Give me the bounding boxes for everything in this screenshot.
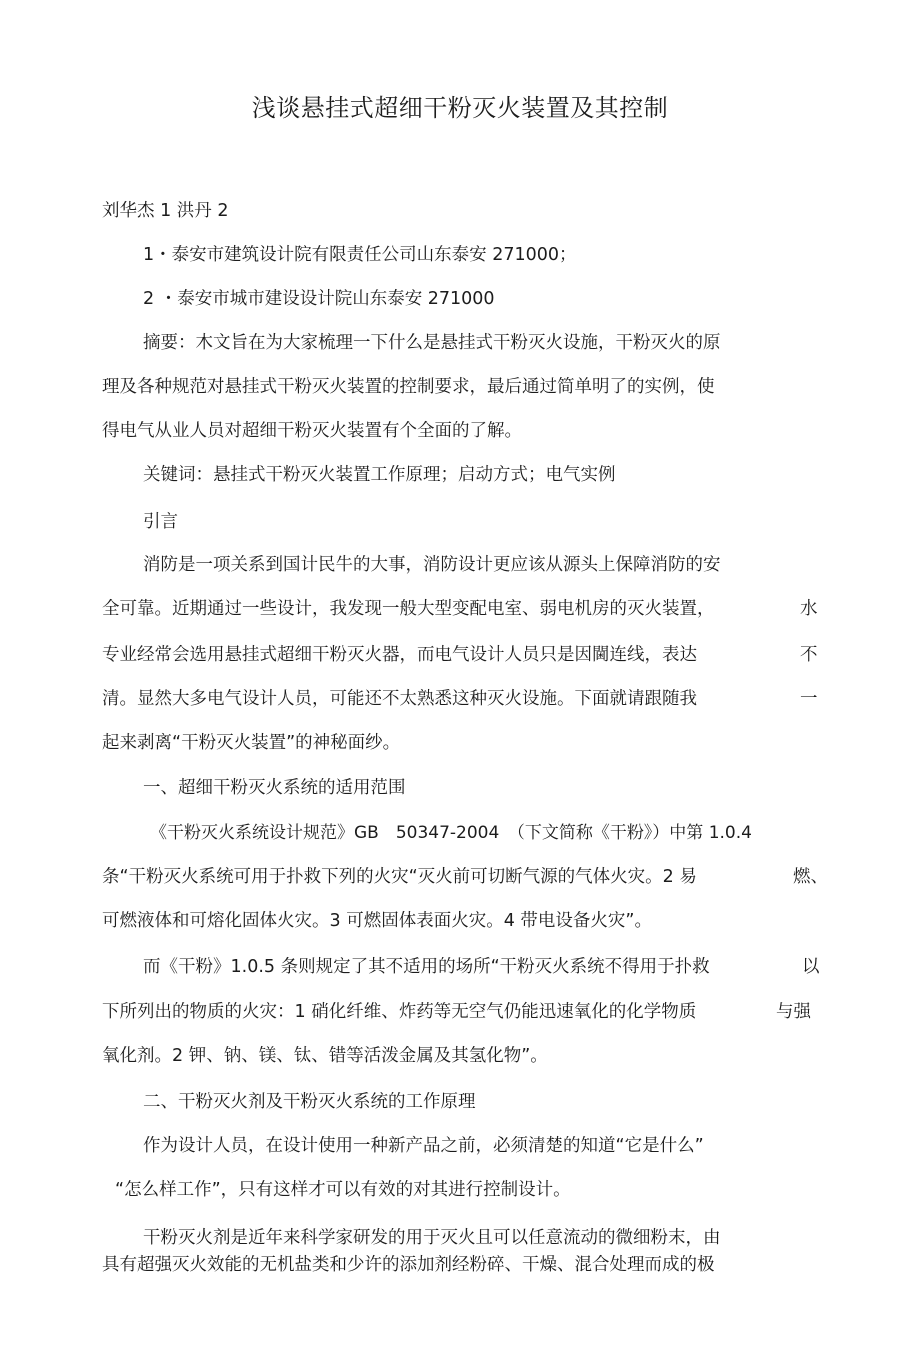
section1-line: 条“干粉灭火系统可用于扑救下列的火灾“灭火前可切断气源的气体火灾。2 易 xyxy=(102,867,697,887)
authors: 刘华杰 1 洪丹 2 xyxy=(102,201,229,221)
document-title: 浅谈悬挂式超细干粉灭火装置及其控制 xyxy=(251,94,669,122)
section2-line: 具有超强灭火效能的无机盐类和少许的添加剂经粉碎、干燥、混合处理而成的极 xyxy=(102,1255,715,1275)
section-heading: 二、干粉灭火剂及干粉灭火系统的工作原理 xyxy=(143,1092,476,1112)
intro-line: 起来剥离“干粉灭火装置”的神秘面纱。 xyxy=(102,733,401,753)
section1-line-tail: 燃、 xyxy=(793,867,828,887)
intro-heading: 引言 xyxy=(143,512,178,532)
section1-line-tail: 与强 xyxy=(776,1002,811,1022)
section2-line: “怎么样工作”，只有这样才可以有效的对其进行控制设计。 xyxy=(115,1180,571,1200)
section1-line: 下所列出的物质的火灾：1 硝化纤维、炸药等无空气仍能迅速氧化的化学物质 xyxy=(102,1002,697,1022)
section1-line-tail: 以 xyxy=(802,957,820,977)
abstract-line: 得电气从业人员对超细干粉灭火装置有个全面的了解。 xyxy=(102,421,522,441)
abstract-line: 摘要：木文旨在为大家梳理一下什么是悬挂式干粉灭火设施，干粉灭火的原 xyxy=(143,333,721,353)
section2-line: 干粉灭火剂是近年来科学家研发的用于灭火且可以任意流动的微细粉末，由 xyxy=(143,1228,721,1248)
section1-line: 可燃液体和可熔化固体火灾。3 可燃固体表面火灾。4 带电设备火灾”。 xyxy=(102,911,652,931)
affiliation-2: 2 ・泰安市城市建设设计院山东泰安 271000 xyxy=(143,289,495,309)
intro-line: 专业经常会选用悬挂式超细干粉灭火器，而电气设计人员只是因閫连线，表达 xyxy=(102,645,697,665)
affiliation-1: 1・泰安市建筑设计院有限责任公司山东泰安 271000； xyxy=(143,245,577,265)
section-heading: 一、超细干粉灭火系统的适用范围 xyxy=(143,778,406,798)
intro-line: 全可靠。近期通过一些设计，我发现一般大型变配电室、弱电机房的灭火装置， xyxy=(102,599,715,619)
intro-line: 清。显然大多电气设计人员，可能还不太熟悉这种灭火设施。下面就请跟随我 xyxy=(102,689,697,709)
intro-line-tail: 不 xyxy=(800,645,818,665)
section2-line: 作为设计人员，在设计使用一种新产品之前，必须清楚的知道“它是什么” xyxy=(143,1136,704,1156)
intro-line-tail: 水 xyxy=(800,599,818,619)
keywords: 关键词：悬挂式干粉灭火装置工作原理；启动方式；电气实例 xyxy=(143,465,616,485)
section1-line: 《干粉灭火系统设计规范》GB 50347-2004 （下文简称《干粉》）中第 1.0.4 xyxy=(150,823,752,843)
section1-line: 而《干粉》1.0.5 条则规定了其不适用的场所“干粉灭火系统不得用于扑救 xyxy=(143,957,710,977)
intro-line: 消防是一项关系到国计民牛的大事，消防设计更应该从源头上保障消防的安 xyxy=(143,555,721,575)
abstract-line: 理及各种规范对悬挂式干粉灭火装置的控制要求，最后通过简单明了的实例，使 xyxy=(102,377,715,397)
intro-line-tail: 一 xyxy=(800,689,818,709)
section1-line: 氧化剂。2 钾、钠、镁、钛、错等活泼金属及其氢化物”。 xyxy=(102,1046,548,1066)
